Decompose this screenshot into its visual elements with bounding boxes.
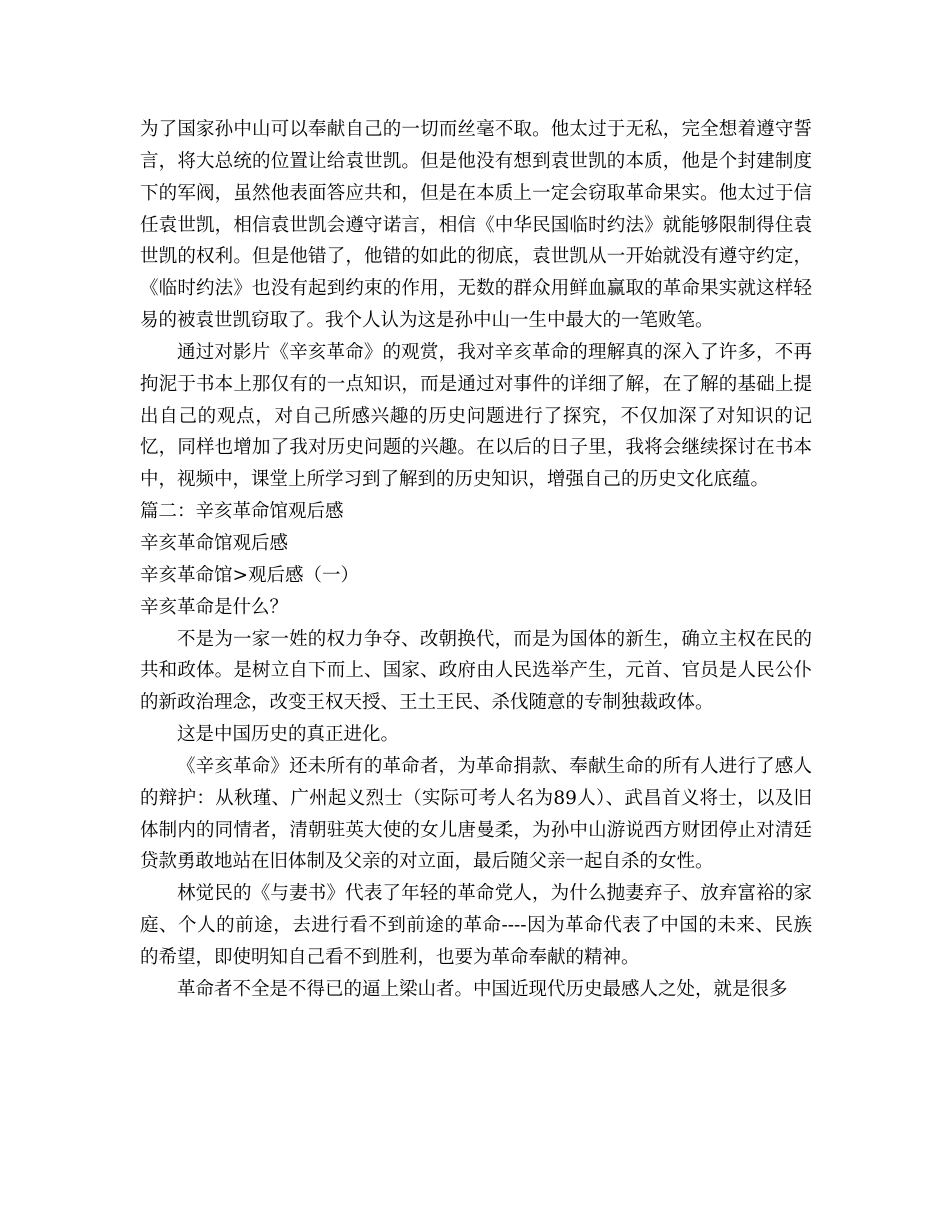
paragraph-lin-juemin: 林觉民的《与妻书》代表了年轻的革命党人，为什么抛妻弃子、放弃富裕的家庭、个人的前途，去进行看不到前途的革命----因为革命代表了中国的未来、民族的希望，即使明知自己看不到胜利，也要为革命奉献的精神。 xyxy=(140,883,812,968)
section-heading: 篇二：辛亥革命馆观后感 xyxy=(140,501,344,523)
article-subtitle: 辛亥革命馆>观后感（一） xyxy=(140,564,360,586)
paragraph-closing: 革命者不全是不得已的逼上梁山者。中国近现代历史最感人之处，就是很多 xyxy=(177,978,788,1000)
document-body xyxy=(140,114,812,1006)
paragraph-answer: 不是为一家一姓的权力争夺、改朝换代，而是为国体的新生，确立主权在民的共和政体。是树立自下而上、国家、政府由人民选举产生，元首、官员是人民公仆的新政治理念，改变王权天授、王土王民、杀伐随意的专制独裁政体。 xyxy=(140,628,812,714)
paragraph-continuation: 为了国家孙中山可以奉献自己的一切而丝毫不取。他太过于无私，完全想着遵守誓言，将大总统的位置让给袁世凯。但是他没有想到袁世凯的本质，他是个封建制度下的军阀，虽然他表面答应共和，但是在本质上一定会窃取革命果实。他太过于信任袁世凯，相信袁世凯会遵守诺言，相信《中华民国临时约法》就能够限制得住袁世凯的权利。但是他错了，他错的如此的彻底，袁世凯从一开始就没有遵守约定，《临时约法》也没有起到约束的作用，无数的群众用鲜血赢取的革命果实就这样轻易的被袁世凯窃取了。我个人认为这是孙中山一生中最大的一笔败笔。 xyxy=(140,119,812,332)
paragraph-reflection: 通过对影片《辛亥革命》的观赏，我对辛亥革命的理解真的深入了许多，不再拘泥于书本上那仅有的一点知识，而是通过对事件的详细了解，在了解的基础上提出自己的观点，对自己所感兴趣的历史问题进行了探究，不仅加深了对知识的记忆，同样也增加了我对历史问题的兴趣。在以后的日子里，我将会继续探讨在书本中，视频中，课堂上所学习到了解到的历史知识，增强自己的历史文化底蕴。 xyxy=(140,341,812,491)
article-title: 辛亥革命馆观后感 xyxy=(140,532,289,554)
paragraph-revolutionaries: 《辛亥革命》还未所有的革命者，为革命捐款、奉献生命的所有人进行了感人的辩护：从秋瑾、广州起义烈士（实际可考人名为89人）、武昌首义将士，以及旧体制内的同情者，清朝驻英大使的女儿唐曼柔，为孙中山游说西方财团停止对清廷贷款勇敢地站在旧体制及父亲的对立面，最后随父亲一起自杀的女性。 xyxy=(140,755,812,873)
paragraph-statement: 这是中国历史的真正进化。 xyxy=(177,724,400,746)
question-line: 辛亥革命是什么？ xyxy=(140,596,289,618)
